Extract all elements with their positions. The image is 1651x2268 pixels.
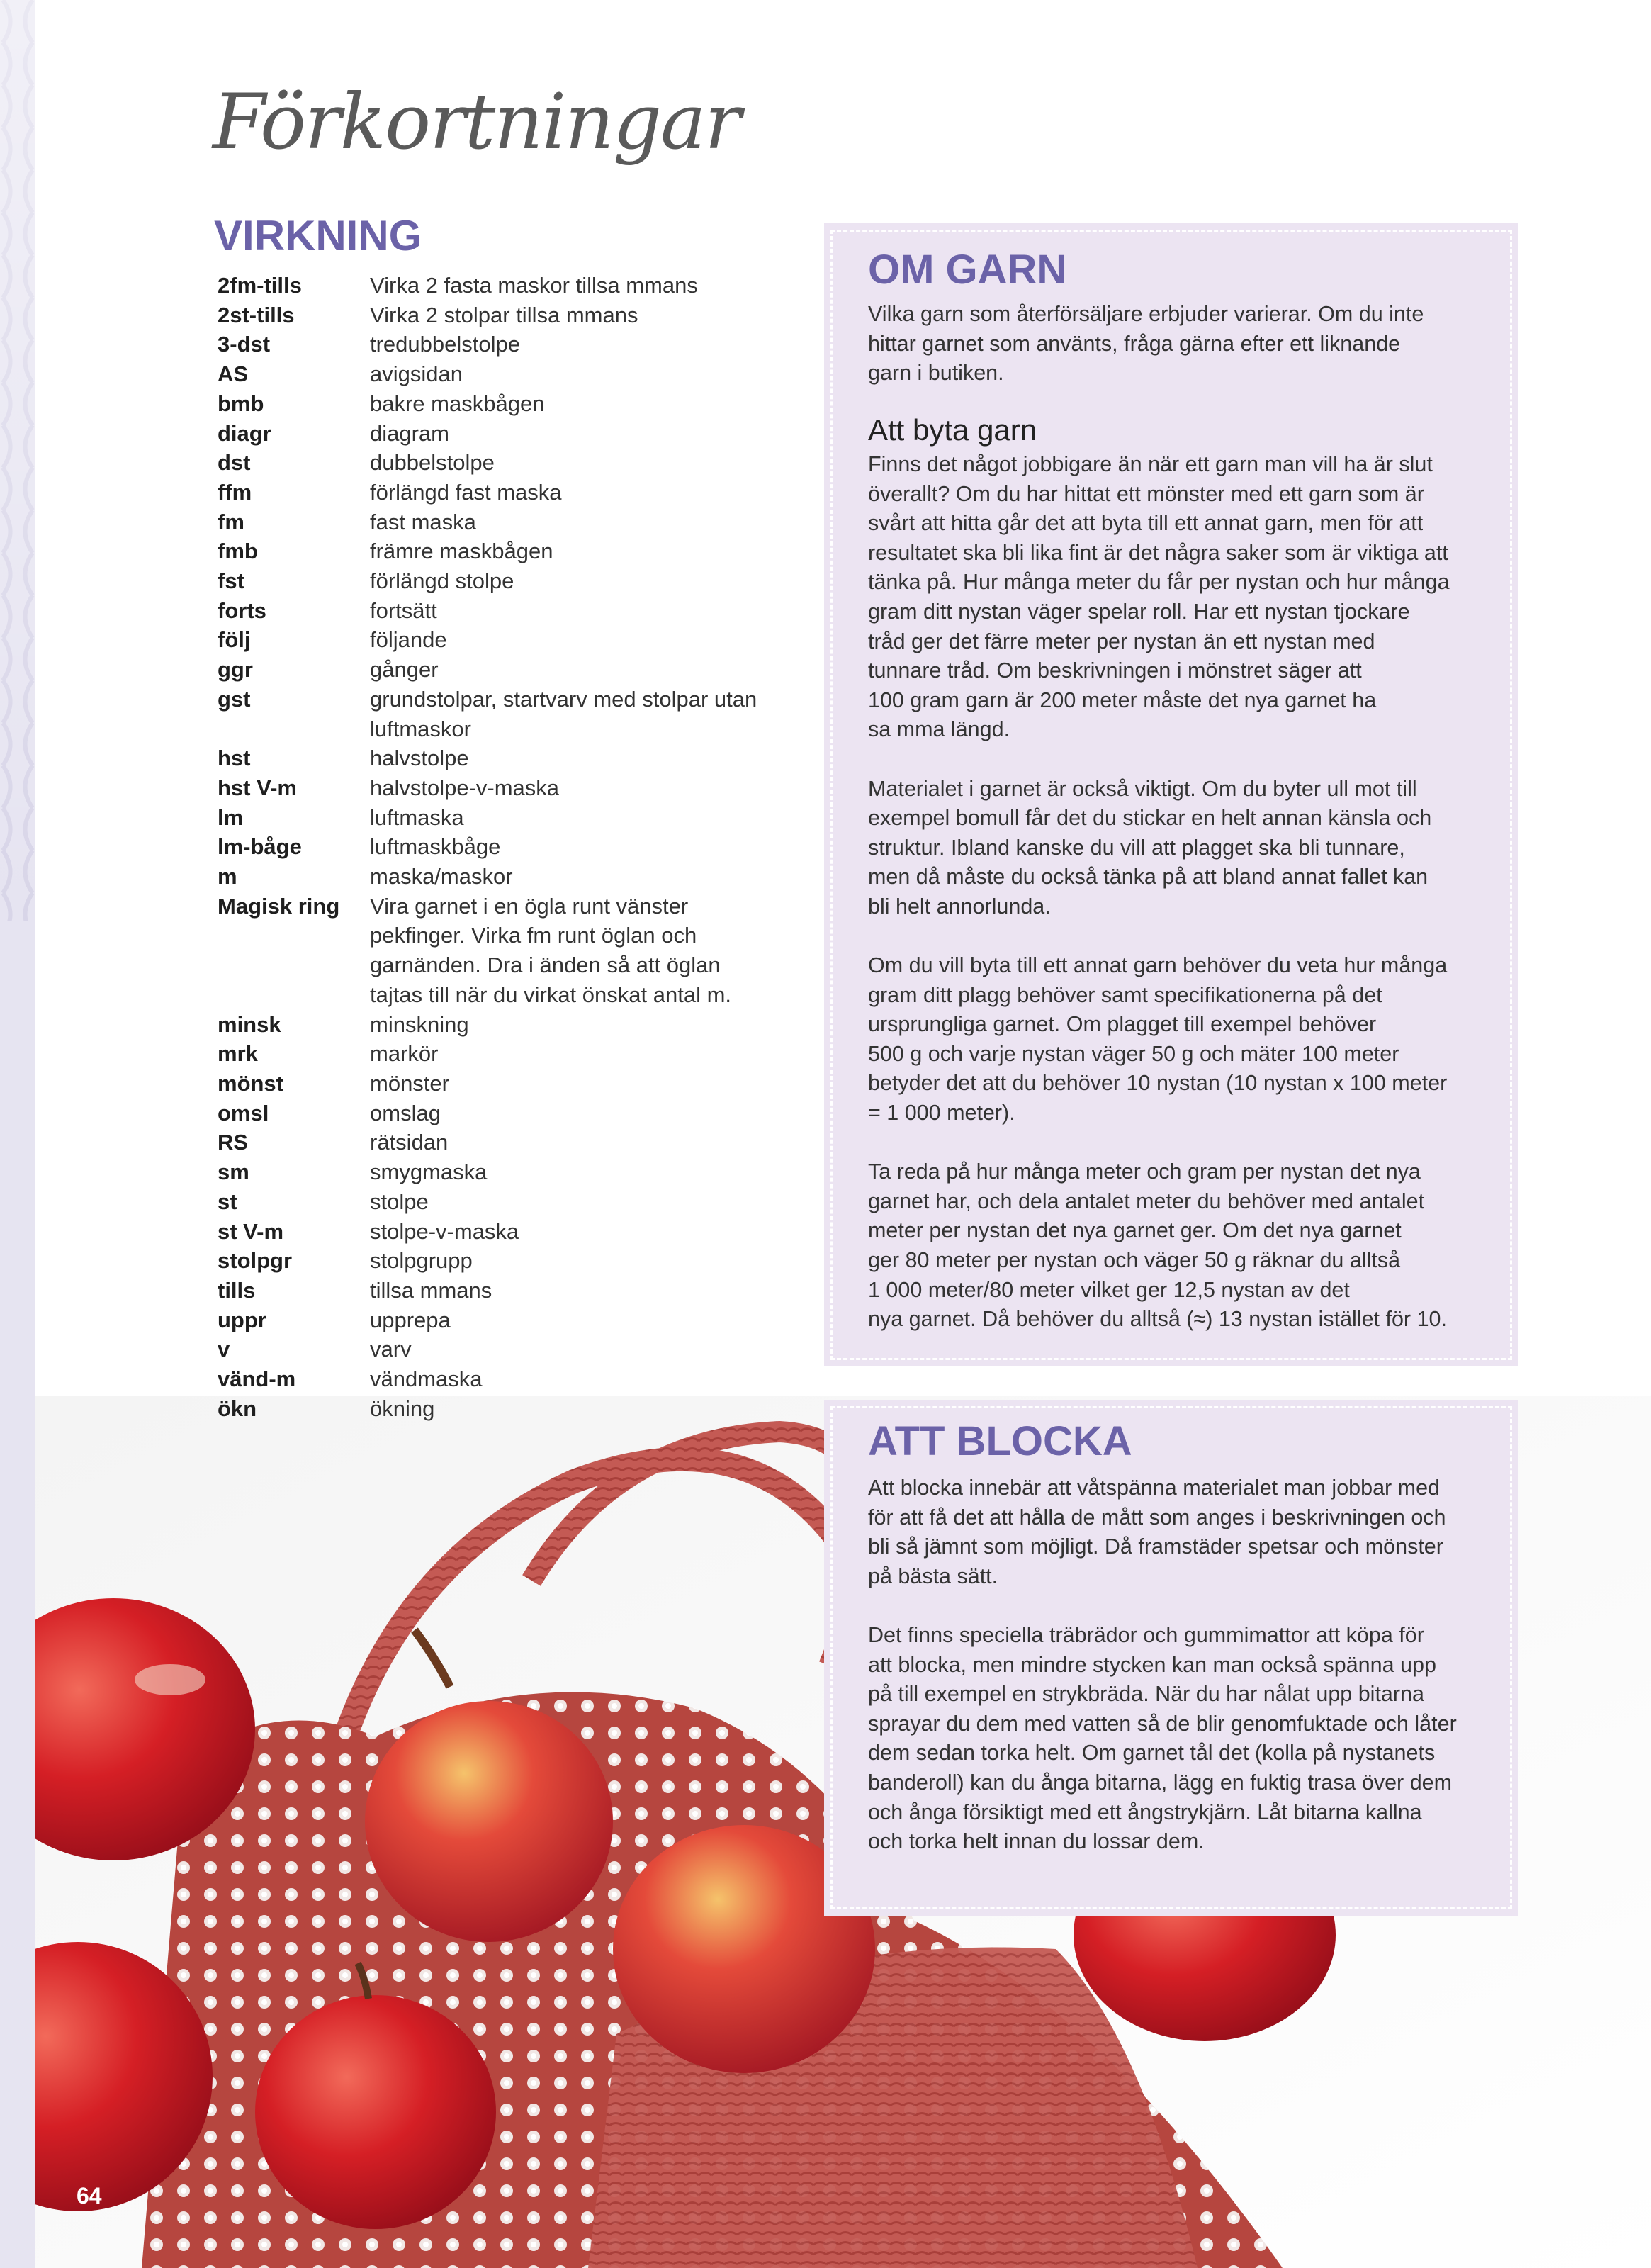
abbreviation-row — [218, 1069, 770, 1099]
abbreviation-term: ggr — [218, 657, 253, 683]
abbreviation-term: 2fm-tills — [218, 273, 302, 298]
abbreviation-meaning: tillsa mmans — [370, 1277, 492, 1303]
abbreviation-row — [218, 1217, 770, 1247]
abbreviation-meaning: markör — [370, 1041, 439, 1067]
abbreviation-meaning: vändmaska — [370, 1366, 483, 1392]
abbreviation-term: minsk — [218, 1011, 281, 1037]
byta-garn-paragraph: Materialet i garnet är också viktigt. Om du byter ull mot till exempel bomull får det du stickar en helt annan känsla och struktur. Ibland kanske du vill att plagget ska bli tunnare, men då måste du också tänka på att bland annat fallet kan bli helt annorlunda. — [868, 776, 1432, 919]
abbreviation-term: uppr — [218, 1307, 266, 1332]
abbreviation-meaning: Vira garnet i en ögla runt vänster pekfinger. Virka fm runt öglan och garnänden. Dra i änden så att öglan tajtas till när du virkat önskat antal m. — [370, 893, 732, 1007]
abbreviation-term: RS — [218, 1130, 249, 1155]
abbreviation-term: Magisk ring — [218, 893, 340, 919]
abbreviation-row — [218, 1099, 770, 1128]
byta-garn-subheading: Att byta garn — [868, 413, 1037, 447]
abbreviation-meaning: stolpe — [370, 1189, 429, 1214]
abbreviation-meaning: tredubbelstolpe — [370, 332, 520, 357]
abbreviation-meaning: halvstolpe-v-maska — [370, 775, 560, 800]
abbreviation-row — [218, 1335, 770, 1364]
abbreviation-meaning: smygmaska — [370, 1160, 488, 1185]
abbreviation-meaning: bakre maskbågen — [370, 391, 545, 416]
abbreviation-row — [218, 1246, 770, 1276]
abbreviation-row — [218, 1364, 770, 1394]
om-garn-intro — [868, 300, 1492, 388]
att-blocka-heading: ATT BLOCKA — [868, 1418, 1132, 1464]
abbreviation-meaning: minskning — [370, 1011, 469, 1037]
abbreviation-meaning: mönster — [370, 1070, 449, 1096]
abbreviation-term: lm-båge — [218, 834, 302, 860]
abbreviation-term: m — [218, 864, 237, 889]
abbreviation-meaning: främre maskbågen — [370, 539, 553, 564]
abbreviation-row — [218, 1394, 770, 1424]
abbreviation-meaning: gånger — [370, 657, 439, 683]
abbreviation-term: st — [218, 1189, 237, 1214]
abbreviation-term: diagr — [218, 420, 271, 446]
byta-garn-paragraph: Ta reda på hur många meter och gram per nystan det nya garnet har, och dela antalet meter du behöver med antalet meter per nystan det nya garnet ger. Om det nya garnet ger 80 meter per nystan och väger 50 g räknar du alltså 1 000 meter/80 meter vilket ger 12,5 nystan av det nya garnet. Då behöver du alltså (≈) 13 nystan istället för 10. — [868, 1160, 1447, 1332]
abbreviation-term: sm — [218, 1160, 249, 1185]
abbreviation-row — [218, 478, 770, 507]
byta-garn-paragraph: Finns det något jobbigare än när ett garn man vill ha är slut överallt? Om du har hittat ett mönster med ett garn som är svårt att hitta går det att byta till ett annat garn, men för att resultatet ska bli lika fint är det några saker som är viktiga att tänka på. Hur många meter du får per nystan och hur många gram ditt nystan väger spelar roll. Har ett nystan tjockare tråd ger det färre meter per nystan än ett nystan med tunnare tråd. Om beskrivningen i mönstret säger att 100 gram garn är 200 meter måste det nya garnet ha sa mma längd. — [868, 452, 1450, 742]
abbreviation-row — [218, 330, 770, 359]
abbreviation-term: v — [218, 1337, 230, 1362]
att-blocka-box — [824, 1400, 1518, 1916]
abbreviation-row — [218, 566, 770, 596]
abbreviation-meaning: avigsidan — [370, 361, 463, 387]
abbreviation-term: lm — [218, 804, 244, 830]
abbreviation-row — [218, 301, 770, 330]
abbreviation-row — [218, 1128, 770, 1157]
abbreviation-term: ffm — [218, 479, 252, 505]
abbreviation-row — [218, 271, 770, 301]
abbreviation-row — [218, 507, 770, 537]
abbreviation-meaning: Virka 2 fasta maskor tillsa mmans — [370, 273, 698, 298]
abbreviation-row — [218, 625, 770, 655]
byta-garn-paragraph: Om du vill byta till ett annat garn behöver du veta hur många gram ditt plagg behöver samt specifikationerna på det ursprungliga garnet. Om plagget till exempel behöver 500 g och varje nystan väger 50 g och mäter 100 meter betyder det att du behöver 10 nystan (10 nystan x 100 meter = 1 000 meter). — [868, 953, 1448, 1125]
abbreviation-meaning: stolpgrupp — [370, 1248, 473, 1274]
abbreviation-term: fm — [218, 509, 244, 534]
abbreviation-row — [218, 419, 770, 449]
abbreviation-meaning: förlängd fast maska — [370, 479, 562, 505]
abbreviation-row — [218, 1039, 770, 1069]
abbreviation-term: dst — [218, 450, 251, 476]
abbreviation-term: forts — [218, 597, 266, 623]
att-blocka-body — [868, 1473, 1492, 1857]
abbreviation-row — [218, 832, 770, 862]
abbreviation-meaning: fortsätt — [370, 597, 437, 623]
abbreviation-list — [218, 271, 770, 1423]
abbreviation-term: st V-m — [218, 1218, 284, 1244]
abbreviation-term: AS — [218, 361, 249, 387]
abbreviation-term: vänd-m — [218, 1366, 296, 1392]
abbreviation-term: fmb — [218, 539, 258, 564]
abbreviation-row — [218, 1187, 770, 1217]
abbreviation-row — [218, 1010, 770, 1040]
abbreviation-row — [218, 448, 770, 478]
abbreviation-term: hst — [218, 746, 251, 771]
abbreviation-meaning: ökning — [370, 1396, 435, 1421]
abbreviation-meaning: upprepa — [370, 1307, 451, 1332]
abbreviation-term: bmb — [218, 391, 264, 416]
abbreviation-row — [218, 773, 770, 803]
abbreviation-meaning: varv — [370, 1337, 412, 1362]
byta-garn-body — [868, 450, 1492, 1335]
abbreviation-term: fst — [218, 568, 244, 594]
om-garn-intro-text: Vilka garn som återförsäljare erbjuder varierar. Om du inte hittar garnet som använts, fråga gärna efter ett liknande garn i butiken. — [868, 302, 1424, 386]
abbreviation-meaning: dubbelstolpe — [370, 450, 495, 476]
om-garn-box — [824, 223, 1518, 1366]
abbreviation-term: ökn — [218, 1396, 257, 1421]
abbreviation-row — [218, 1276, 770, 1306]
abbreviation-meaning: grundstolpar, startvarv med stolpar utan luftmaskor — [370, 686, 757, 741]
abbreviation-row — [218, 685, 770, 743]
abbreviation-row — [218, 803, 770, 833]
abbreviation-term: följ — [218, 627, 251, 653]
abbreviation-term: mönst — [218, 1070, 283, 1096]
abbreviation-term: gst — [218, 686, 251, 712]
att-blocka-paragraph: Att blocka innebär att våtspänna materialet man jobbar med för att få det att hålla de mått som anges i beskrivningen och bli så jämnt som möjligt. Då framstäder spetsar och mönster på bästa sätt. — [868, 1476, 1446, 1588]
abbreviation-meaning: luftmaskbåge — [370, 834, 501, 860]
abbreviation-row — [218, 743, 770, 773]
virkning-heading: VIRKNING — [214, 212, 422, 259]
abbreviation-meaning: stolpe-v-maska — [370, 1218, 519, 1244]
knit-cable-pattern — [0, 0, 35, 921]
abbreviation-meaning: fast maska — [370, 509, 476, 534]
om-garn-heading: OM GARN — [868, 247, 1067, 293]
abbreviation-term: hst V-m — [218, 775, 297, 800]
page-title: Förkortningar — [213, 78, 740, 167]
abbreviation-row — [218, 892, 770, 1010]
abbreviation-meaning: luftmaska — [370, 804, 464, 830]
abbreviation-row — [218, 359, 770, 389]
abbreviation-term: 2st-tills — [218, 302, 295, 327]
abbreviation-term: omsl — [218, 1100, 269, 1125]
att-blocka-paragraph: Det finns speciella träbrädor och gummimattor att köpa för att blocka, men mindre stycken kan man också spänna upp på till exempel en strykbräda. När du har nålat upp bitarna sprayar du dem med vatten så de blir genomfuktade och låter dem sedan torka helt. Om garnet tål det (kolla på nystanets banderoll) kan du ånga bitarna, lägg en fuktig trasa över dem och ånga försiktigt med ett ångstrykjärn. Låt bitarna kallna och torka helt innan du lossar dem. — [868, 1622, 1457, 1854]
abbreviation-meaning: förlängd stolpe — [370, 568, 514, 594]
abbreviation-meaning: rätsidan — [370, 1130, 449, 1155]
abbreviation-term: 3-dst — [218, 332, 271, 357]
abbreviation-row — [218, 1157, 770, 1187]
abbreviation-meaning: Virka 2 stolpar tillsa mmans — [370, 302, 638, 327]
abbreviation-meaning: maska/maskor — [370, 864, 513, 889]
abbreviation-term: mrk — [218, 1041, 258, 1067]
abbreviation-row — [218, 862, 770, 892]
abbreviation-row — [218, 537, 770, 566]
abbreviation-row — [218, 1306, 770, 1335]
page-number: 64 — [77, 2183, 102, 2208]
abbreviation-meaning: diagram — [370, 420, 449, 446]
abbreviation-meaning: halvstolpe — [370, 746, 469, 771]
abbreviation-meaning: följande — [370, 627, 447, 653]
decorative-sidebar — [0, 0, 35, 2268]
abbreviation-meaning: omslag — [370, 1100, 441, 1125]
abbreviation-row — [218, 655, 770, 685]
abbreviation-term: tills — [218, 1277, 256, 1303]
abbreviation-term: stolpgr — [218, 1248, 293, 1274]
abbreviation-row — [218, 596, 770, 626]
abbreviation-row — [218, 389, 770, 419]
